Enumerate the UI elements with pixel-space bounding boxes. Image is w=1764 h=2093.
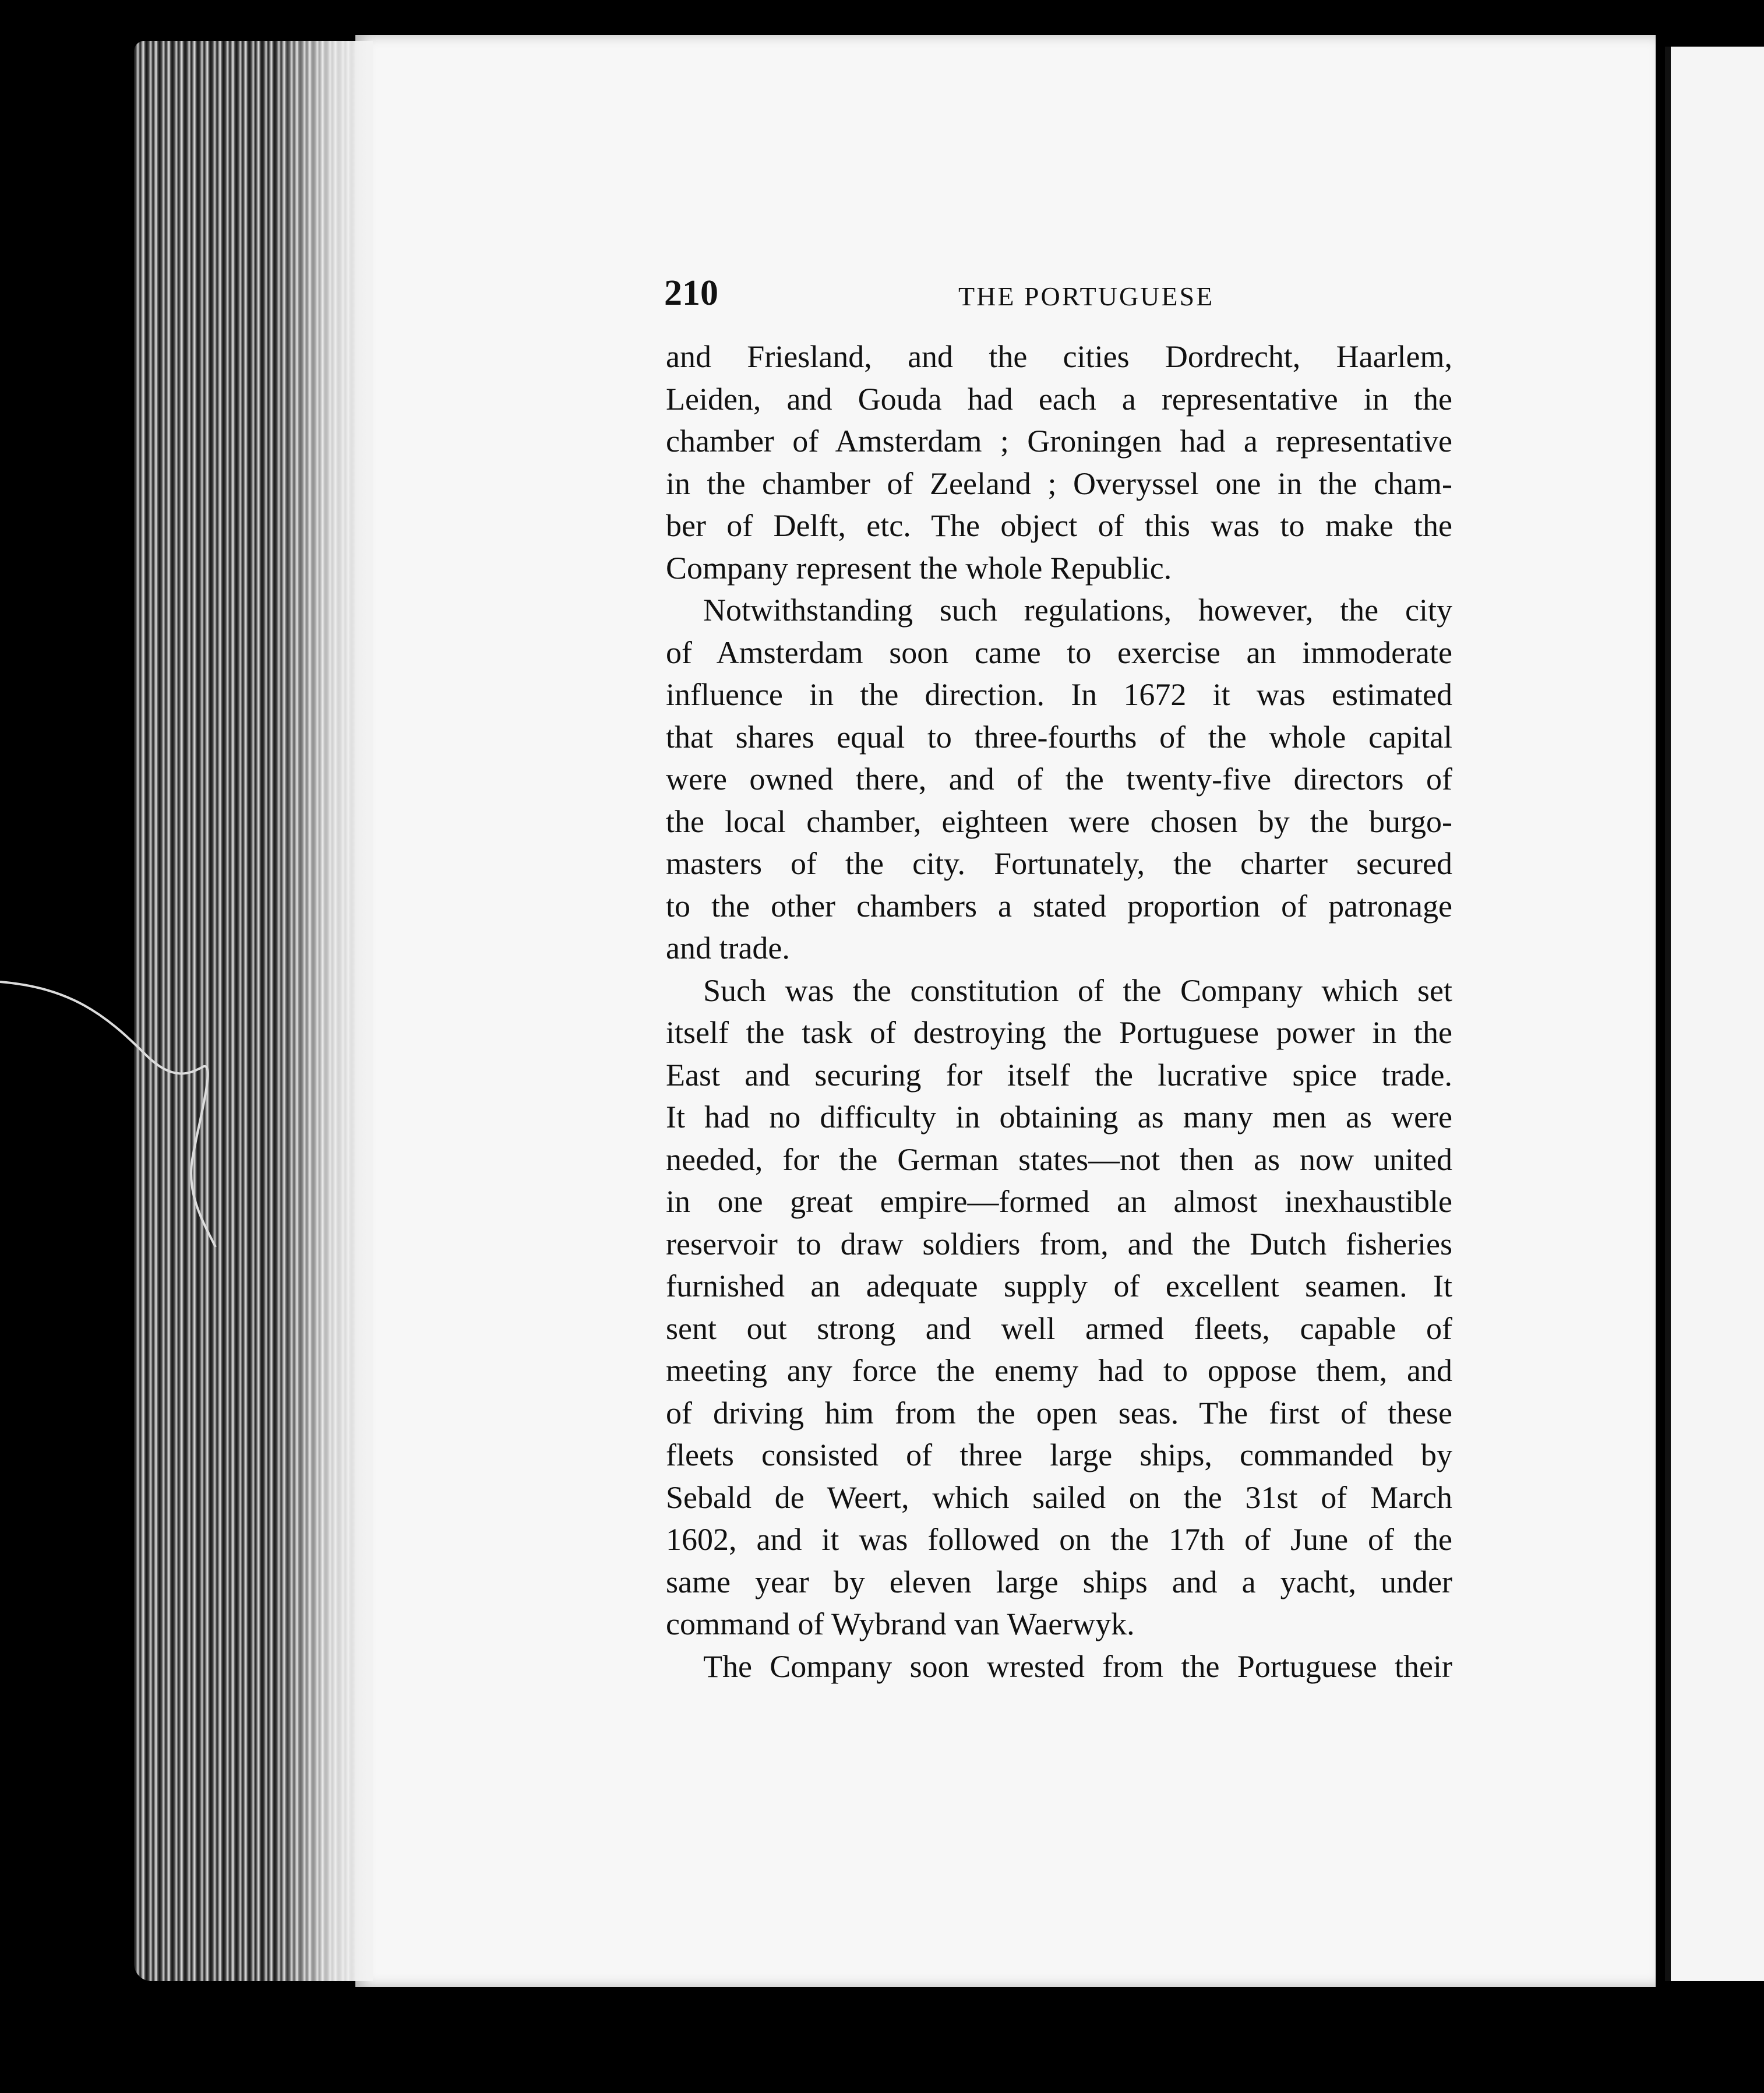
- text-line: Leiden, and Gouda had each a representative in the: [666, 381, 1452, 417]
- paragraph: [666, 589, 1452, 970]
- text-line: Company represent the whole Republic.: [666, 550, 1172, 586]
- paragraph: [666, 1645, 1452, 1688]
- adjacent-page-edge: [1665, 47, 1764, 1981]
- text-line: of driving him from the open seas. The first of these: [666, 1395, 1452, 1430]
- running-head: THE PORTUGUESE: [958, 281, 1215, 311]
- text-line: and trade.: [666, 931, 790, 966]
- text-line: and Friesland, and the cities Dordrecht, Haarlem,: [666, 339, 1452, 374]
- body-text: [666, 336, 1452, 1687]
- text-line: reservoir to draw soldiers from, and the Dutch fisheries: [666, 1226, 1452, 1262]
- page-header: [664, 273, 1456, 319]
- text-line: meeting any force the enemy had to oppose them, and: [666, 1353, 1452, 1388]
- text-line: Such was the constitution of the Company which set: [703, 972, 1452, 1008]
- text-line: same year by eleven large ships and a yacht, under: [666, 1564, 1452, 1599]
- text-line: itself the task of destroying the Portuguese power in the: [666, 1015, 1452, 1050]
- text-line: to the other chambers a stated proportion of patronage: [666, 888, 1452, 924]
- text-line: The Company soon wrested from the Portuguese their: [703, 1648, 1452, 1684]
- text-line: fleets consisted of three large ships, commanded by: [666, 1437, 1452, 1472]
- text-line: sent out strong and well armed fleets, capable of: [666, 1310, 1452, 1346]
- text-line: East and securing for itself the lucrative spice trade.: [666, 1057, 1452, 1093]
- text-line: chamber of Amsterdam ; Groningen had a representative: [666, 424, 1452, 459]
- text-line: in one great empire—formed an almost inexhaustible: [666, 1184, 1452, 1219]
- text-line: It had no difficulty in obtaining as many men as were: [666, 1100, 1452, 1134]
- text-line: masters of the city. Fortunately, the charter secured: [666, 846, 1452, 881]
- text-line: command of Wybrand van Waerwyk.: [666, 1606, 1135, 1641]
- text-line: ber of Delft, etc. The object of this was to make the: [666, 508, 1452, 543]
- text-line: of Amsterdam soon came to exercise an immoderate: [666, 635, 1452, 670]
- page-number: 210: [664, 273, 718, 313]
- text-line: were owned there, and of the twenty-five directors of: [666, 762, 1452, 797]
- loose-thread-artifact: [0, 932, 408, 1282]
- text-line: Sebald de Weert, which sailed on the 31st of March: [666, 1479, 1452, 1515]
- paragraph: [666, 336, 1452, 589]
- text-line: in the chamber of Zeeland ; Overyssel one in the cham-: [666, 466, 1452, 501]
- text-line: needed, for the German states—not then as now united: [666, 1141, 1452, 1177]
- text-line: 1602, and it was followed on the 17th of June of the: [666, 1522, 1452, 1557]
- text-line: influence in the direction. In 1672 it was estimated: [666, 677, 1452, 712]
- text-line: the local chamber, eighteen were chosen by the burgo-: [666, 804, 1452, 839]
- text-line: that shares equal to three-fourths of the whole capital: [666, 719, 1452, 755]
- text-line: furnished an adequate supply of excellent seamen. It: [666, 1269, 1452, 1303]
- text-line: Notwithstanding such regulations, however, the city: [703, 593, 1452, 628]
- paragraph: [666, 970, 1452, 1645]
